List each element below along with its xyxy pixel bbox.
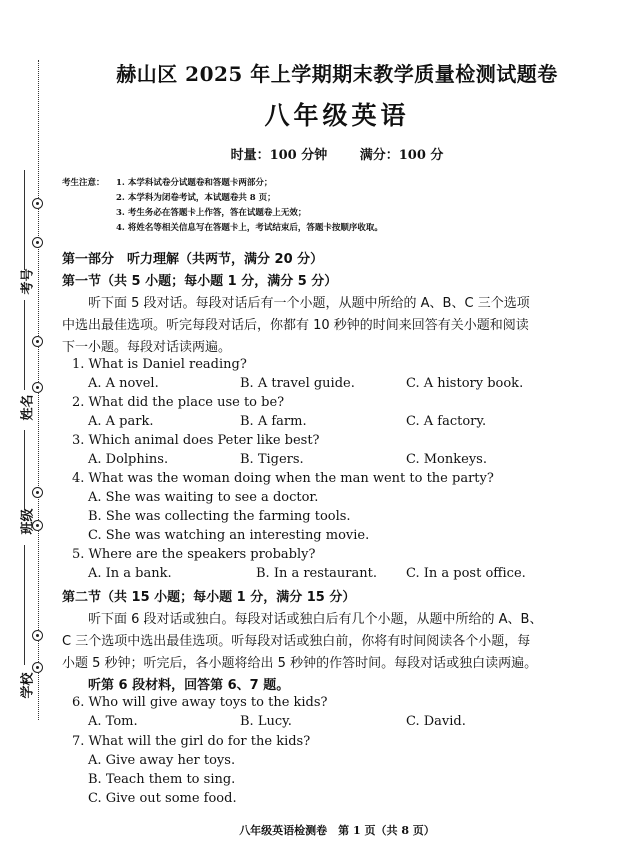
option-b: B. Teach them to sing. [88,772,236,787]
option-a: A. Tom. [88,714,138,729]
option-a: A. A park. [88,414,154,429]
binding-hole-icon [32,630,43,641]
option-a: A. In a bank. [88,566,172,581]
section1-instruction: 中选出最佳选项。听完每段对话后，你都有 10 秒钟的时间来回答有关小题和阅读 [62,318,529,333]
material-6-note: 听第 6 段材料，回答第 6、7 题。 [88,678,290,693]
notes-heading: 考生注意： [62,178,105,188]
time-limit: 时量：100 分钟 [230,148,328,163]
note-item: 1. 本学科试卷分试题卷和答题卡两部分； [116,178,273,188]
exam-title: 赫山区 2025 年上学期期末教学质量检测试题卷 [116,62,558,86]
question-7: 7. What will the girl do for the kids? [72,734,311,749]
section1-instruction: 下一小题。每段对话读两遍。 [62,340,232,355]
option-b: B. In a restaurant. [256,566,377,581]
option-c: C. David. [406,714,466,729]
section2-instruction: 小题 5 秒钟；听完后，各小题将给出 5 秒钟的作答时间。每段对话或独白读两遍。 [62,656,538,671]
option-a: A. She was waiting to see a doctor. [88,490,319,505]
option-b: B. She was collecting the farming tools. [88,509,351,524]
section1-instruction: 听下面 5 段对话。每段对话后有一个小题，从题中所给的 A、B、C 三个选项 [88,296,530,311]
option-c: C. She was watching an interesting movie. [88,528,370,543]
option-c: C. A history book. [406,376,524,391]
section2-instruction: C 三个选项中选出最佳选项。听每段对话或独白前，你将有时间阅读各个小题，每 [62,634,531,649]
note-item: 2. 本学科为闭卷考试，本试题卷共 8 页； [116,193,276,203]
question-5: 5. Where are the speakers probably? [72,547,316,562]
option-c: C. In a post office. [406,566,526,581]
name-label: 姓名 [20,394,36,421]
option-b: B. Lucy. [240,714,292,729]
time-score-line [62,144,612,163]
option-c: C. A factory. [406,414,487,429]
section2-heading: 第二节（共 15 小题；每小题 1 分，满分 15 分） [62,590,356,605]
note-item: 3. 考生务必在答题卡上作答，答在试题卷上无效； [116,208,307,218]
question-6: 6. Who will give away toys to the kids? [72,695,328,710]
option-b: B. Tigers. [240,452,304,467]
option-a: A. Dolphins. [88,452,169,467]
binding-margin [0,0,58,853]
question-2: 2. What did the place use to be? [72,395,285,410]
option-a: A. A novel. [88,376,159,391]
binding-fill-line [24,170,25,270]
binding-hole-icon [32,487,43,498]
question-1: 1. What is Daniel reading? [72,357,247,372]
option-c: C. Monkeys. [406,452,487,467]
binding-fill-line [24,300,25,390]
option-a: A. Give away her toys. [88,753,236,768]
binding-hole-icon [32,237,43,248]
part1-heading: 第一部分 听力理解（共两节，满分 20 分） [62,252,324,267]
school-label: 学校 [20,672,36,699]
section1-heading: 第一节（共 5 小题；每小题 1 分，满分 5 分） [62,274,338,289]
full-score: 满分：100 分 [359,148,444,163]
binding-fill-line [24,430,25,510]
question-4: 4. What was the woman doing when the man went to the party? [72,471,494,486]
page-footer: 八年级英语检测卷 第 1 页（共 8 页） [239,824,435,837]
question-3: 3. Which animal does Peter like best? [72,433,320,448]
option-b: B. A travel guide. [240,376,355,391]
option-c: C. Give out some food. [88,791,237,806]
option-b: B. A farm. [240,414,307,429]
exam-number-label: 考号 [20,268,36,295]
note-item: 4. 将姓名等相关信息写在答题卡上，考试结束后，答题卡按顺序收取。 [116,223,383,233]
section2-instruction: 听下面 6 段对话或独白。每段对话或独白后有几个小题，从题中所给的 A、B、 [88,612,543,627]
class-label: 班级 [20,508,36,535]
binding-fill-line [24,545,25,665]
subject-title: 八年级英语 [264,101,410,130]
binding-hole-icon [32,336,43,347]
binding-hole-icon [32,198,43,209]
